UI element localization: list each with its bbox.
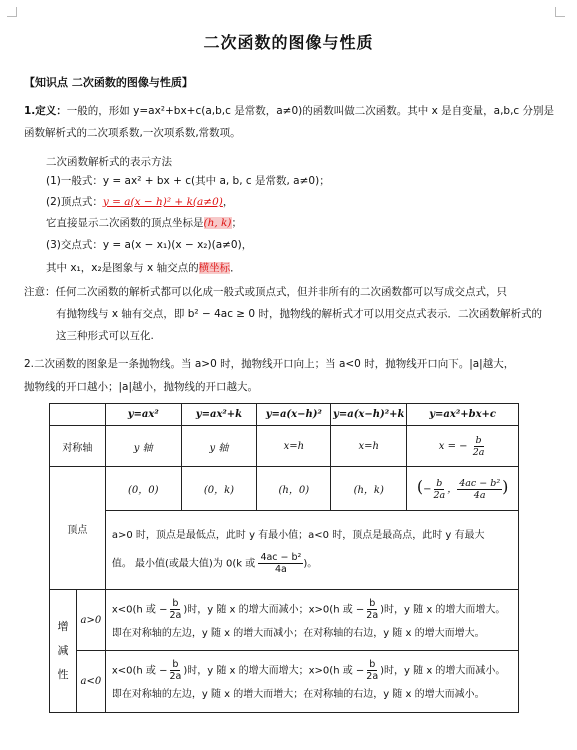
header-form-4: y=a(x−h)²+k	[331, 404, 407, 426]
vertex-label: 顶点	[50, 467, 106, 590]
extreme-line-1: a>0 时，顶点是最低点，此时 y 有最小值；a<0 时，顶点是最高点，此时 y 有最大	[111, 529, 485, 541]
fraction-numerator: b	[172, 659, 179, 670]
fraction-4ac-over-4a-extreme	[258, 552, 303, 575]
fraction-denominator: 2a	[169, 671, 182, 682]
extreme-line-2-suffix: )。	[303, 558, 318, 569]
fraction-numerator: b	[172, 597, 179, 609]
negative-line-1-a: x<0(h 或 −	[111, 665, 168, 677]
vertex-cell-1: (0，0)	[105, 467, 181, 511]
corner-mark-left	[7, 7, 17, 17]
page-title: 二次函数的图像与性质	[203, 33, 374, 52]
fraction-numerator: b	[369, 597, 376, 609]
axis-row	[50, 426, 519, 467]
fraction-numerator: b	[369, 659, 376, 670]
fraction-numerator: 4ac − b²	[459, 477, 501, 489]
definition-text-1: 一般的，形如 y=ax²+bx+c(a,b,c 是常数，a≠0)的函数叫做二次函数。其中 x 是自变量，a,b,c 分别是	[66, 105, 555, 117]
negative-line-1-b: )时，y 随 x 的增大而增大；x>0(h 或 −	[183, 665, 365, 677]
fraction-denominator: 2a	[472, 446, 485, 458]
a-negative-label: a<0	[76, 651, 105, 713]
definition-line-2: 函数解析式的二次项系数,一次项系数,常数项。	[24, 127, 241, 139]
form-vertex	[46, 195, 233, 209]
fraction-denominator: 2a	[169, 609, 182, 621]
form-vertex-suffix: ，	[222, 196, 234, 208]
negative-line-1-c: )时，y 随 x 的增大而减小。	[380, 665, 506, 677]
paren-open: (	[416, 476, 424, 496]
axis-formula-prefix: x = −	[438, 440, 468, 452]
paragraph-2-line-1: 2.二次函数的图象是一条抛物线。当 a>0 时，抛物线开口向上；当 a<0 时，抛物线开口向下。|a|越大，	[24, 358, 515, 370]
monotonic-negative-cell	[105, 651, 518, 713]
header-form-3: y=a(x−h)²	[257, 404, 331, 426]
note-line-3: 这三种形式可以互化.	[56, 330, 154, 342]
extreme-line-2-prefix: 值。 最小值(或最大值)为 0(k 或	[111, 558, 256, 569]
vertex-coordinate-prefix: 它直接显示二次函数的顶点坐标是	[46, 217, 204, 229]
monotonic-label	[50, 590, 77, 713]
extreme-value-cell	[105, 511, 518, 590]
fraction-numerator: b	[475, 434, 482, 446]
comma: ，	[447, 483, 458, 495]
monotonic-char-3: 性	[57, 668, 69, 681]
negative-line-2: 即在对称轴的左边，y 随 x 的增大而增大；在对称轴的右边，y 随 x 的增大而减小。	[111, 689, 485, 700]
header-form-5: y=ax²+bx+c	[407, 404, 519, 426]
note-line-1: 注意：任何二次函数的解析式都可以化成一般式或顶点式，但并非所有的二次函数都可以写成交点式，只	[24, 286, 507, 298]
axis-cell-2: y 轴	[181, 426, 257, 467]
note-line-2: 有抛物线与 x 轴有交点，即 b² − 4ac ≥ 0 时，抛物线的解析式才可以用交点式表示．二次函数解析式的	[56, 308, 542, 320]
axis-cell-4: x=h	[331, 426, 407, 467]
vertex-cell-5	[407, 467, 519, 511]
fraction-denominator: 2a	[366, 671, 379, 682]
monotonic-negative-row	[50, 651, 519, 713]
fraction-numerator: 4ac − b²	[260, 551, 302, 563]
roots-keyword: 横坐标	[198, 262, 231, 274]
fraction-numerator: b	[436, 477, 443, 489]
fraction-b-over-2a	[471, 435, 487, 458]
roots-suffix: ．	[230, 262, 241, 274]
axis-cell-3: x=h	[257, 426, 331, 467]
roots-line	[46, 261, 241, 275]
minus-sign: −	[423, 483, 432, 495]
monotonic-positive-row	[50, 590, 519, 651]
fraction-denominator: 2a	[366, 609, 379, 621]
properties-table	[49, 403, 519, 713]
monotonic-char-1: 增	[57, 620, 69, 633]
definition-heading: 1.定义：	[24, 105, 67, 117]
corner-mark-right	[555, 7, 565, 17]
positive-line-1-b: )时，y 随 x 的增大而减小；x>0(h 或 −	[183, 604, 365, 615]
table-header-row	[50, 404, 519, 426]
forms-heading: 二次函数解析式的表示方法	[46, 156, 172, 168]
monotonic-positive-cell	[105, 590, 518, 651]
negative-line-1	[112, 659, 518, 682]
vertex-cell-4: (h，k)	[331, 467, 407, 511]
vertex-coordinate-suffix: ；	[231, 217, 242, 229]
form-general: (1)一般式：y = ax² + bx + c(其中 a, b, c 是常数, a≠0)；	[46, 175, 330, 187]
positive-line-1-a: x<0(h 或 −	[111, 604, 168, 615]
fraction-denominator: 4a	[473, 489, 486, 501]
fraction-b-over-2a-vertex	[431, 478, 447, 501]
fraction-b-over-2a-pos-1	[167, 598, 183, 621]
fraction-b-over-2a-pos-2	[364, 598, 380, 621]
fraction-b-over-2a-neg-1	[167, 659, 183, 682]
axis-cell-5	[407, 426, 519, 467]
monotonic-char-2: 减	[57, 644, 69, 657]
axis-cell-1: y 轴	[105, 426, 181, 467]
paren-close: )	[502, 476, 509, 496]
header-corner-cell	[50, 404, 106, 426]
positive-line-1	[112, 598, 518, 621]
vertex-cell-2: (0，k)	[181, 467, 257, 511]
paragraph-2-line-2: 抛物线的开口越小；|a|越小，抛物线的开口越大。	[24, 381, 259, 393]
vertex-coordinate-value: (h, k)	[203, 217, 232, 229]
header-form-2: y=ax²+k	[181, 404, 257, 426]
header-form-1: y=ax²	[105, 404, 181, 426]
fraction-denominator: 2a	[433, 489, 446, 501]
positive-line-2: 即在对称轴的左边，y 随 x 的增大而减小；在对称轴的右边，y 随 x 的增大而增大。	[111, 627, 485, 639]
vertex-coordinate-line	[46, 216, 242, 230]
positive-line-1-c: )时，y 随 x 的增大而增大。	[380, 604, 506, 615]
axis-label: 对称轴	[50, 426, 106, 467]
fraction-b-over-2a-neg-2	[364, 659, 380, 682]
definition-line-1	[24, 104, 554, 118]
vertex-row	[50, 467, 519, 511]
form-vertex-prefix: (2)顶点式：	[46, 196, 103, 208]
fraction-denominator: 4a	[274, 563, 287, 575]
extreme-line-2	[112, 552, 518, 575]
roots-prefix: 其中 x₁，x₂是图象与 x 轴交点的	[46, 262, 199, 274]
extreme-row	[50, 511, 519, 590]
a-positive-label: a>0	[76, 590, 105, 651]
form-vertex-formula: y = a(x − h)² + k(a≠0)	[102, 196, 223, 208]
form-intercept: (3)交点式：y = a(x − x₁)(x − x₂)(a≠0)，	[46, 239, 253, 251]
vertex-cell-3: (h，0)	[257, 467, 331, 511]
knowledge-point-label: 【知识点 二次函数的图像与性质】	[24, 76, 193, 89]
fraction-4ac-over-4a	[457, 478, 502, 501]
